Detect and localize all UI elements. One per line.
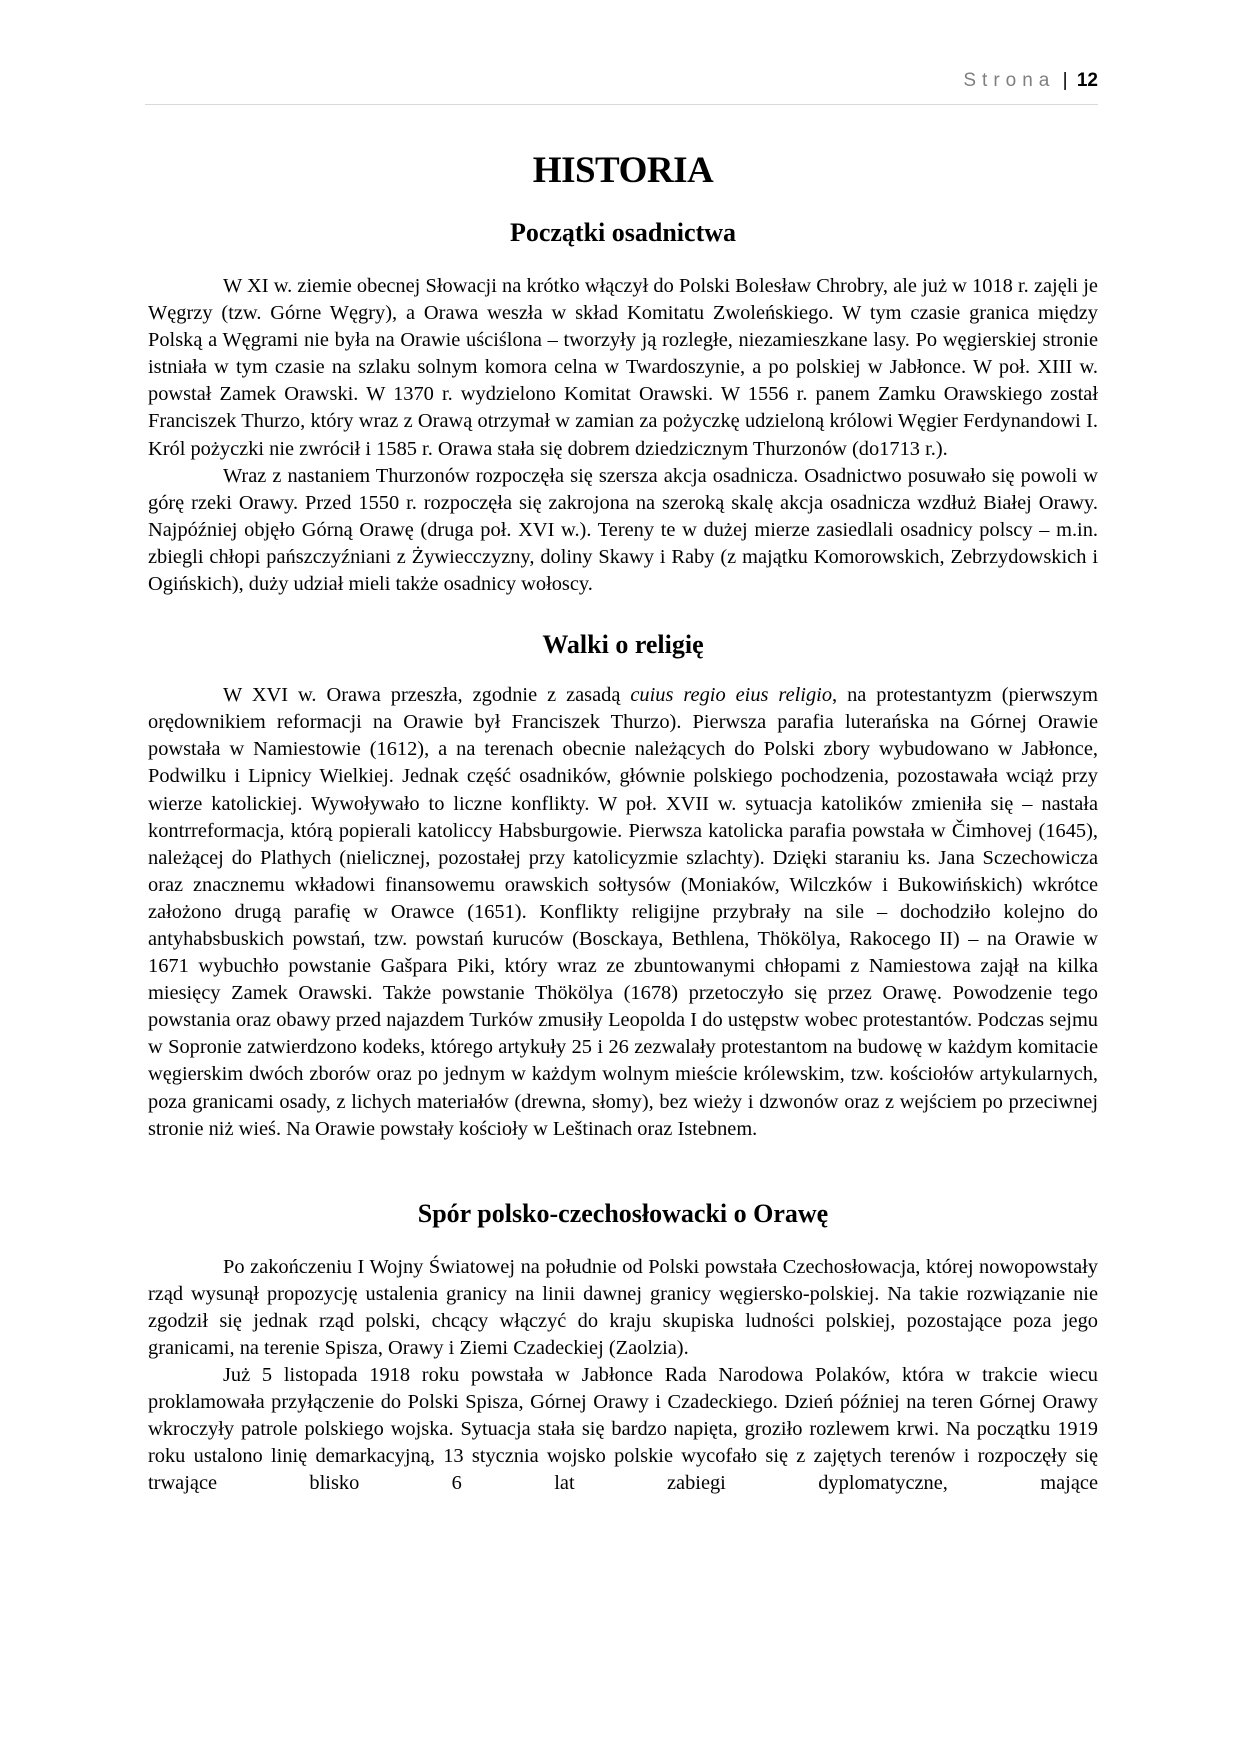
document-title: HISTORIA xyxy=(532,150,714,191)
paragraph: Po zakończeniu I Wojny Światowej na południe od Polski powstała Czechosłowacja, której nowopowstały rząd wysunął propozycję ustalenia granicy na linii dawnej granicy węgiersko-polskiej. Na takie rozwiązanie nie zgodził się jednak rząd polski, chcący włączyć do kraju skupiska ludności polskiej, pozostające poza jego granicami, na terenie Spisza, Orawy i Ziemi Czadeckiej (Zaolzia). xyxy=(148,1255,1098,1359)
paragraph: Już 5 listopada 1918 roku powstała w Jabłonce Rada Narodowa Polaków, która w trakcie wiecu proklamowała przyłączenie do Polski Spisza, Górnej Orawy i Czadeckiego. Dzień później na teren Górnej Orawy wkroczyły patrole polskiego wojska. Sytuacja stała się bardzo napięta, groziło rozlewem krwi. Na początku 1919 roku ustalono linię demarkacyjną, 13 stycznia wojsko polskie wycofało się z zajętych terenów i rozpoczęły się trwające blisko 6 lat zabiegi dyplomatyczne, mające xyxy=(148,1364,1098,1495)
page-number: 12 xyxy=(1076,70,1098,91)
paragraph xyxy=(148,682,1098,1143)
header-separator: | xyxy=(1062,70,1068,91)
document-body xyxy=(148,140,1098,1498)
page-label: Strona xyxy=(963,70,1056,91)
paragraph: Wraz z nastaniem Thurzonów rozpoczęła się szersza akcja osadnicza. Osadnictwo posuwało się powoli w górę rzeki Orawy. Przed 1550 r. rozpoczęła się zakrojona na szeroką skalę akcja osadnicza wzdłuż Białej Orawy. Najpóźniej objęło Górną Orawę (druga poł. XVI w.). Tereny te w dużej mierze zasiedlali osadnicy polscy – m.in. zbiegli chłopi pańszczyźniani z Żywiecczyzny, doliny Skawy i Raby (z majątku Komorowskich, Zebrzydowskich i Ogińskich), duży udział mieli także osadnicy wołoscy. xyxy=(148,464,1098,596)
latin-phrase: cuius regio eius religio xyxy=(630,684,833,707)
page-header xyxy=(145,70,1098,105)
paragraph-text: , na protestantyzm (pierwszym orędownikiem reformacji na Orawie był Franciszek Thurzo). Pierwsza parafia luterańska na Górnej Orawie powstała w Namiestowie (1612), a na terenach obecnie należących do Polski zbory wybudowano w Jabłonce, Podwilku i Lipnicy Wielkiej. Jednak część osadników, głównie polskiego pochodzenia, pozostawała wciąż przy wierze katolickiej. Wywoływało to liczne konflikty. W poł. XVII w. sytuacja katolików zmieniła się – nastała kontrreformacja, którą popierali katoliccy Habsburgowie. Pierwsza katolicka parafia powstała w Čimhovej (1645), należącej do Plathych (nielicznej, pozostałej przy katolicyzmie szlachty). Dzięki staraniu ks. Jana Sczechowicza oraz znacznemu wkładowi finansowemu orawskich sołtysów (Moniaków, Wilczków i Bukowińskich) wkrótce założono drugą parafię w Orawce (1651). Konflikty religijne przybrały na sile – dochodziło kolejno do antyhabsbuskich powstań, tzw. powstań kuruców (Bosckaya, Bethlena, Thökölya, Rakocego II) – na Orawie w 1671 wybuchło powstanie Gašpara Piki, który wraz ze zbuntowanymi chłopami z Namiestowa zajął na kilka miesięcy Zamek Orawski. Także powstanie Thökölya (1678) przetoczyło się przez Orawę. Powodzenie tego powstania oraz obawy przed najazdem Turków zmusiły Leopolda I do ustępstw wobec protestantów. Podczas sejmu w Sopronie zatwierdzono kodeks, którego artykuły 25 i 26 zezwalały protestantom na budowę w każdym komitacie węgierskim dwóch zborów oraz po jednym w każdym wolnym mieście królewskim, tzw. kościołów artykularnych, poza granicami osady, z lichych materiałów (drewna, słomy), bez wieży i dzwonów oraz z wejściem po przeciwnej stronie niż wieś. Na Orawie powstały kościoły w Leštinach oraz Istebnem. xyxy=(148,684,1098,1140)
section-heading-settlement: Początki osadnictwa xyxy=(509,218,737,247)
paragraph: W XI w. ziemie obecnej Słowacji na krótko włączył do Polski Bolesław Chrobry, ale już w 1018 r. zajęli je Węgrzy (tzw. Górne Węgry), a Orawa weszła w skład Komitatu Zwoleńskiego. W tym czasie granica między Polską a Węgrami nie była na Orawie uściślona – tworzyły ją rozległe, niezamieszkane lasy. Po węgierskiej stronie istniała w tym czasie na szlaku solnym komora celna w Twardoszynie, a po polskiej w Jabłonce. W poł. XIII w. powstał Zamek Orawski. W 1370 r. wydzielono Komitat Orawski. W 1556 r. panem Zamku Orawskiego został Franciszek Thurzo, który wraz z Orawą otrzymał w zamian za pożyczkę udzieloną królowi Węgier Ferdynandowi I. Król pożyczki nie zwrócił i 1585 r. Orawa stała się dobrem dziedzicznym Thurzonów (do1713 r.). xyxy=(148,275,1098,460)
paragraph-text: W XVI w. Orawa przeszła, zgodnie z zasadą xyxy=(223,684,631,707)
section-heading-religion: Walki o religię xyxy=(542,630,704,660)
section-heading-dispute: Spór polsko-czechosłowacki o Orawę xyxy=(417,1198,829,1228)
